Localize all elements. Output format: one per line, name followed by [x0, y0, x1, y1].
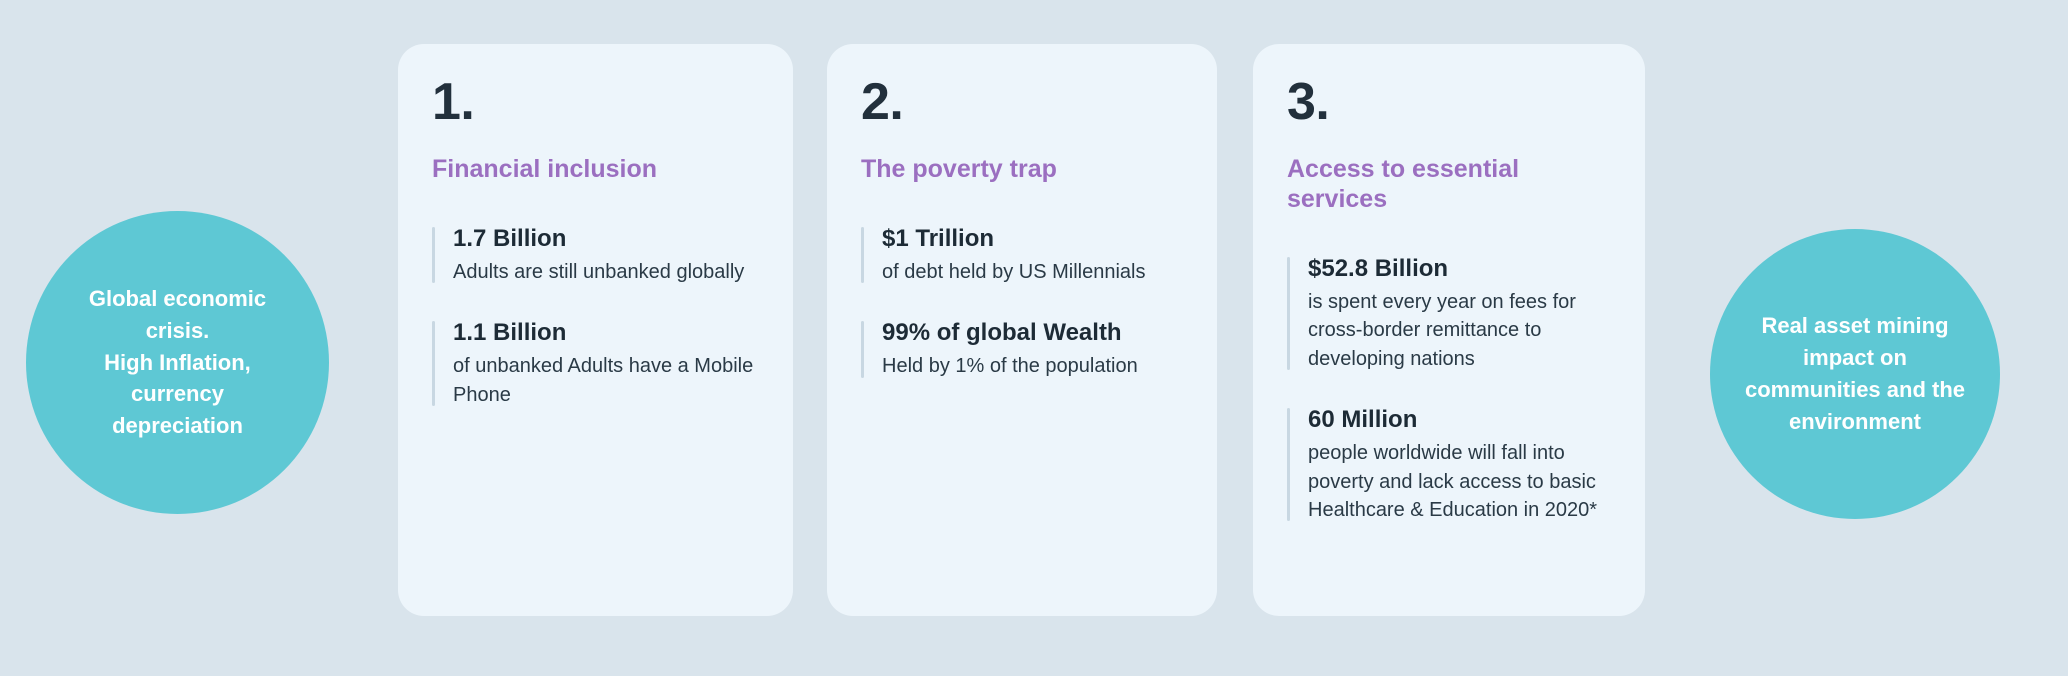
right-circle-line-2: impact on — [1803, 345, 1907, 371]
right-circle-line-1: Real asset mining — [1761, 313, 1949, 339]
card-3-stat-2 — [1287, 405, 1611, 524]
left-circle-line-3: High Inflation, — [104, 349, 251, 375]
card-2-stat-1-head: $1 Trillion — [882, 225, 995, 252]
card-financial-inclusion — [398, 44, 793, 616]
card-2-number: 2. — [861, 73, 904, 131]
card-3-stat-2-body: people worldwide will fall into poverty and lack access to basic Healthcare & Education in 2020* — [1308, 442, 1598, 521]
card-1-title: Financial inclusion — [432, 155, 658, 183]
card-2-stat-2-head: 99% of global Wealth — [882, 319, 1122, 347]
card-2-title: The poverty trap — [861, 155, 1057, 183]
right-circle-line-3: communities and the — [1744, 377, 1966, 402]
card-2-stat-2 — [861, 318, 1183, 380]
card-3-stat-1 — [1287, 254, 1611, 373]
card-3-stat-1-body: is spent every year on fees for cross-border remittance to developing nations — [1308, 291, 1576, 370]
card-2-stat-1-body: of debt held by US Millennials — [882, 261, 1146, 283]
card-1-stat-1-body: Adults are still unbanked globally — [453, 261, 745, 283]
left-circle-text — [89, 283, 266, 442]
card-2-stat-1 — [861, 224, 1183, 286]
left-circle-line-4: currency — [131, 381, 224, 407]
left-circle-line-2: crisis. — [145, 317, 210, 343]
card-1-number: 1. — [432, 73, 475, 131]
card-3-stat-2-head: 60 Million — [1308, 406, 1418, 434]
card-1-stat-2-body: of unbanked Adults have a Mobile Phone — [453, 355, 754, 406]
card-3-stat-1-head: $52.8 Billion — [1308, 255, 1449, 282]
card-access-essential-services — [1253, 44, 1645, 616]
left-circle-line-5: depreciation — [112, 413, 243, 439]
card-2-stat-2-body: Held by 1% of the population — [882, 355, 1138, 378]
right-summary-circle — [1710, 229, 2000, 519]
right-circle-text — [1745, 310, 1965, 438]
right-circle-line-4: environment — [1788, 408, 1921, 434]
card-3-title: Access to essential services — [1287, 155, 1520, 213]
left-circle-line-1: Global economic — [88, 285, 267, 311]
card-poverty-trap — [827, 44, 1217, 616]
left-summary-circle — [26, 211, 329, 514]
card-1-stat-2 — [432, 318, 759, 409]
card-3-number: 3. — [1287, 73, 1330, 131]
card-1-stat-1-head: 1.7 Billion — [453, 225, 567, 252]
card-1-stat-1 — [432, 224, 759, 286]
card-1-stat-2-head: 1.1 Billion — [453, 319, 567, 347]
